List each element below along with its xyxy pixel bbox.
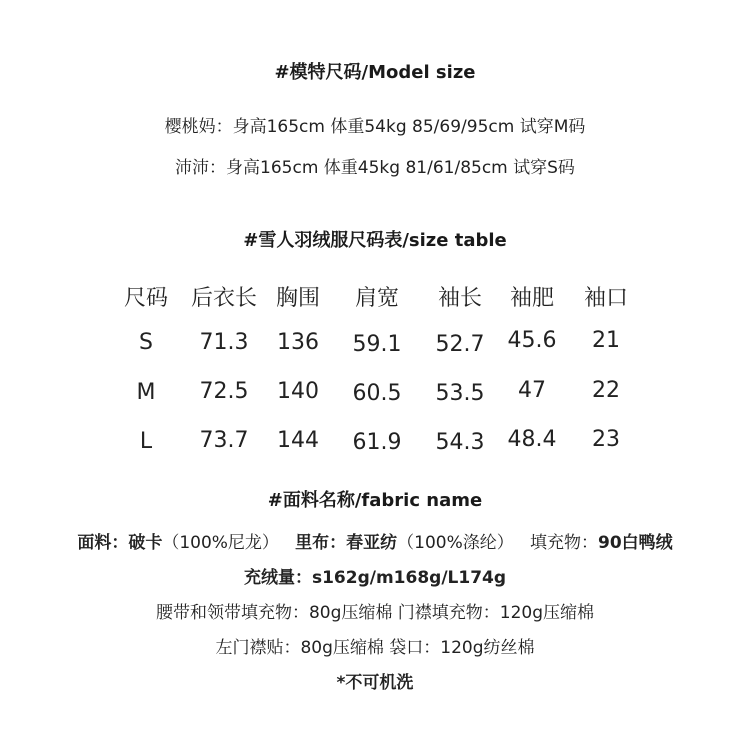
- table-cell: 140: [277, 379, 319, 404]
- header-cuff: 袖口: [583, 286, 628, 311]
- header-chest: 胸围: [275, 286, 320, 311]
- table-cell: M: [136, 380, 156, 405]
- table-cell: L: [139, 429, 153, 454]
- table-cell: 60.5: [352, 381, 402, 406]
- header-size: 尺码: [123, 286, 168, 311]
- table-cell: 53.5: [435, 381, 485, 406]
- fabric-title: #面料名称/fabric name: [267, 490, 483, 511]
- table-cell: 59.1: [352, 332, 402, 357]
- header-sleeve-width: 袖肥: [509, 286, 554, 311]
- table-cell: 73.7: [199, 428, 249, 453]
- table-cell: 22: [592, 378, 620, 403]
- lining-note: （100%涤纶）: [397, 533, 514, 553]
- size-table-title: #雪人羽绒服尺码表/size table: [243, 230, 507, 251]
- fabric-label: 面料：: [77, 533, 129, 553]
- wash-note: *不可机洗: [336, 673, 414, 693]
- table-cell: 52.7: [435, 332, 485, 357]
- padding-line-2: 左门襟贴：80g压缩棉 袋口：120g纺丝棉: [215, 638, 535, 658]
- table-cell: 144: [277, 428, 319, 453]
- fabric-value: 破卡: [128, 533, 163, 553]
- table-cell: S: [139, 330, 153, 355]
- fabric-line: [0, 528, 750, 553]
- table-cell: 23: [592, 427, 620, 452]
- fill-amount: 充绒量：s162g/m168g/L174g: [243, 568, 507, 588]
- lining-label: 里布：: [295, 533, 347, 553]
- header-back-length: 后衣长: [190, 286, 257, 311]
- header-sleeve-length: 袖长: [437, 286, 482, 311]
- table-cell: 21: [592, 328, 620, 353]
- padding-line-1: 腰带和领带填充物：80g压缩棉 门襟填充物：120g压缩棉: [155, 603, 595, 623]
- table-cell: 71.3: [199, 330, 249, 355]
- table-cell: 45.6: [507, 328, 557, 353]
- table-cell: 72.5: [199, 379, 249, 404]
- table-cell: 61.9: [352, 430, 402, 455]
- table-cell: 47: [518, 378, 546, 403]
- table-cell: 136: [277, 330, 319, 355]
- model-size-title: #模特尺码/Model size: [274, 62, 476, 83]
- model-line-2: 沛沛：身高165cm 体重45kg 81/61/85cm 试穿S码: [175, 158, 575, 178]
- table-cell: 54.3: [435, 430, 485, 455]
- fabric-note: （100%尼龙）: [162, 533, 279, 553]
- header-shoulder: 肩宽: [354, 286, 399, 311]
- lining-value: 春亚纺: [346, 533, 398, 553]
- filling-label: 填充物：: [529, 533, 598, 553]
- filling-value: 90白鸭绒: [597, 533, 673, 553]
- table-cell: 48.4: [507, 427, 557, 452]
- model-line-1: 樱桃妈：身高165cm 体重54kg 85/69/95cm 试穿M码: [164, 117, 586, 137]
